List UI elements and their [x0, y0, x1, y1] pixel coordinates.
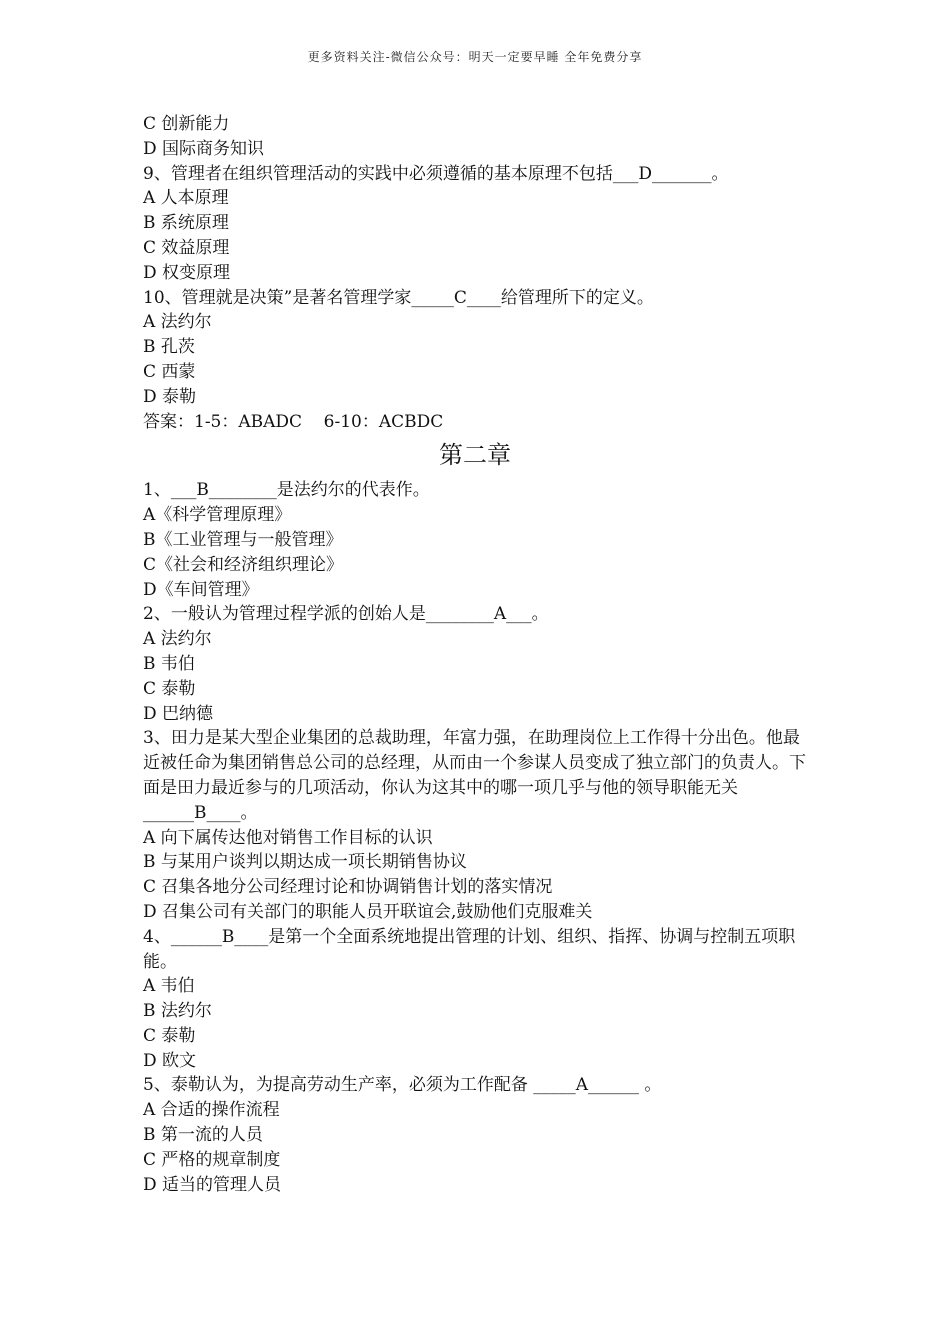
option-line: C《社会和经济组织理论》 [143, 554, 344, 575]
question-paragraph: 3、田力是某大型企业集团的总裁助理，年富力强，在助理岗位上工作得十分出色。他最近被任命为集团销售总公司的总经理，从而由一个参谋人员变成了独立部门的负责人。下面是田力最近参与的几项活动，你认为这其中的哪一项几乎与他的领导职能无关______B____。 [143, 728, 806, 823]
option-line: A 人本原理 [143, 188, 229, 209]
option-line: D《车间管理》 [143, 579, 259, 600]
option-line: A 法约尔 [143, 312, 212, 333]
option-line: B 系统原理 [143, 213, 229, 234]
option-line: B 法约尔 [143, 1001, 212, 1022]
question-line: 10、管理就是决策”是著名管理学家_____C____给管理所下的定义。 [143, 287, 654, 308]
option-line: C 召集各地分公司经理讨论和协调销售计划的落实情况 [143, 877, 553, 898]
document-body [143, 112, 815, 1197]
option-line: C 严格的规章制度 [143, 1149, 281, 1170]
option-line: D 权变原理 [143, 262, 231, 283]
page-header: 更多资料关注-微信公众号：明天一定要早睡 全年免费分享 [307, 50, 643, 64]
option-line: C 西蒙 [143, 361, 196, 382]
option-line: C 泰勒 [143, 678, 196, 699]
option-line: A《科学管理原理》 [143, 505, 292, 526]
option-line: B 第一流的人员 [143, 1125, 263, 1146]
option-line: D 欧文 [143, 1050, 197, 1071]
option-line: D 召集公司有关部门的职能人员开联谊会,鼓励他们克服难关 [143, 901, 593, 922]
chapter-title: 第二章 [439, 441, 511, 470]
option-line: B 韦伯 [143, 653, 195, 674]
question-line: 1、___B________是法约尔的代表作。 [143, 480, 430, 501]
option-line: C 泰勒 [143, 1025, 196, 1046]
option-line: D 巴纳德 [143, 703, 214, 724]
option-line: A 向下属传达他对销售工作目标的认识 [143, 827, 433, 848]
answer-key: 答案：1-5：ABADC 6-10：ACBDC [143, 411, 444, 432]
option-line: B 孔茨 [143, 337, 195, 358]
option-line: A 法约尔 [143, 629, 212, 650]
option-line: A 合适的操作流程 [143, 1100, 280, 1121]
option-line: D 适当的管理人员 [143, 1174, 282, 1195]
option-line: D 泰勒 [143, 386, 197, 407]
option-line: C 效益原理 [143, 237, 230, 258]
option-line: B《工业管理与一般管理》 [143, 529, 343, 550]
option-line: B 与某用户谈判以期达成一项长期销售协议 [143, 852, 467, 873]
question-line: 5、泰勒认为，为提高劳动生产率，必须为工作配备 _____A______ 。 [143, 1075, 662, 1096]
option-line: A 韦伯 [143, 976, 195, 997]
question-paragraph: 4、______B____是第一个全面系统地提出管理的计划、组织、指挥、协调与控制五项职能。 [143, 926, 796, 972]
option-line: C 创新能力 [143, 114, 230, 134]
question-line: 2、一般认为管理过程学派的创始人是________A___。 [143, 604, 549, 625]
option-line: D 国际商务知识 [143, 138, 265, 159]
question-line: 9、管理者在组织管理活动的实践中必须遵循的基本原理不包括___D_______。 [143, 163, 729, 184]
